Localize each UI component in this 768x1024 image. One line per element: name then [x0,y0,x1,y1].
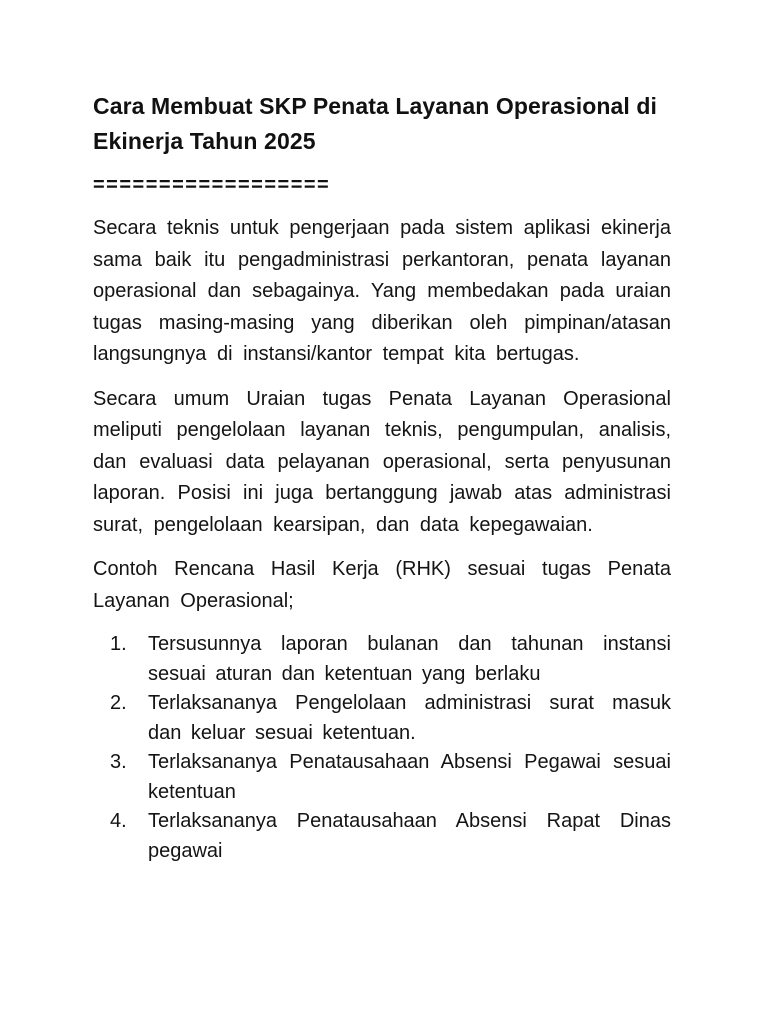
list-intro: Contoh Rencana Hasil Kerja (RHK) sesuai tugas Penata Layanan Operasional; [93,558,671,612]
rhk-list [93,630,671,866]
rhk-list-item-2: Terlaksananya Pengelolaan administrasi surat masuk dan keluar sesuai ketentuan. [148,692,671,744]
rhk-list-item-1: Tersusunnya laporan bulanan dan tahunan instansi sesuai aturan dan ketentuan yang berlaku [148,633,671,685]
paragraph-general-duties: Secara umum Uraian tugas Penata Layanan Operasional meliputi pengelolaan layanan teknis, pengumpulan, analisis, dan evaluasi data pelayanan operasional, serta penyusunan laporan. Posisi ini juga bertanggung jawab atas administrasi surat, pengelolaan kearsipan, dan data kepegawaian. [93,387,671,536]
paragraph-technical: Secara teknis untuk pengerjaan pada sistem aplikasi ekinerja sama baik itu pengadministrasi perkantoran, penata layanan operasional dan sebagainya. Yang membedakan pada uraian tugas masing-masing yang diberikan oleh pimpinan/atasan langsungnya di instansi/kantor tempat kita bertugas. [93,217,671,365]
separator-line: ================== [93,174,331,196]
document-title: Cara Membuat SKP Penata Layanan Operasional di Ekinerja Tahun 2025 [93,93,658,154]
rhk-list-item-4: Terlaksananya Penatausahaan Absensi Rapat Dinas pegawai [148,810,671,862]
rhk-list-item-3: Terlaksananya Penatausahaan Absensi Pegawai sesuai ketentuan [148,751,671,803]
